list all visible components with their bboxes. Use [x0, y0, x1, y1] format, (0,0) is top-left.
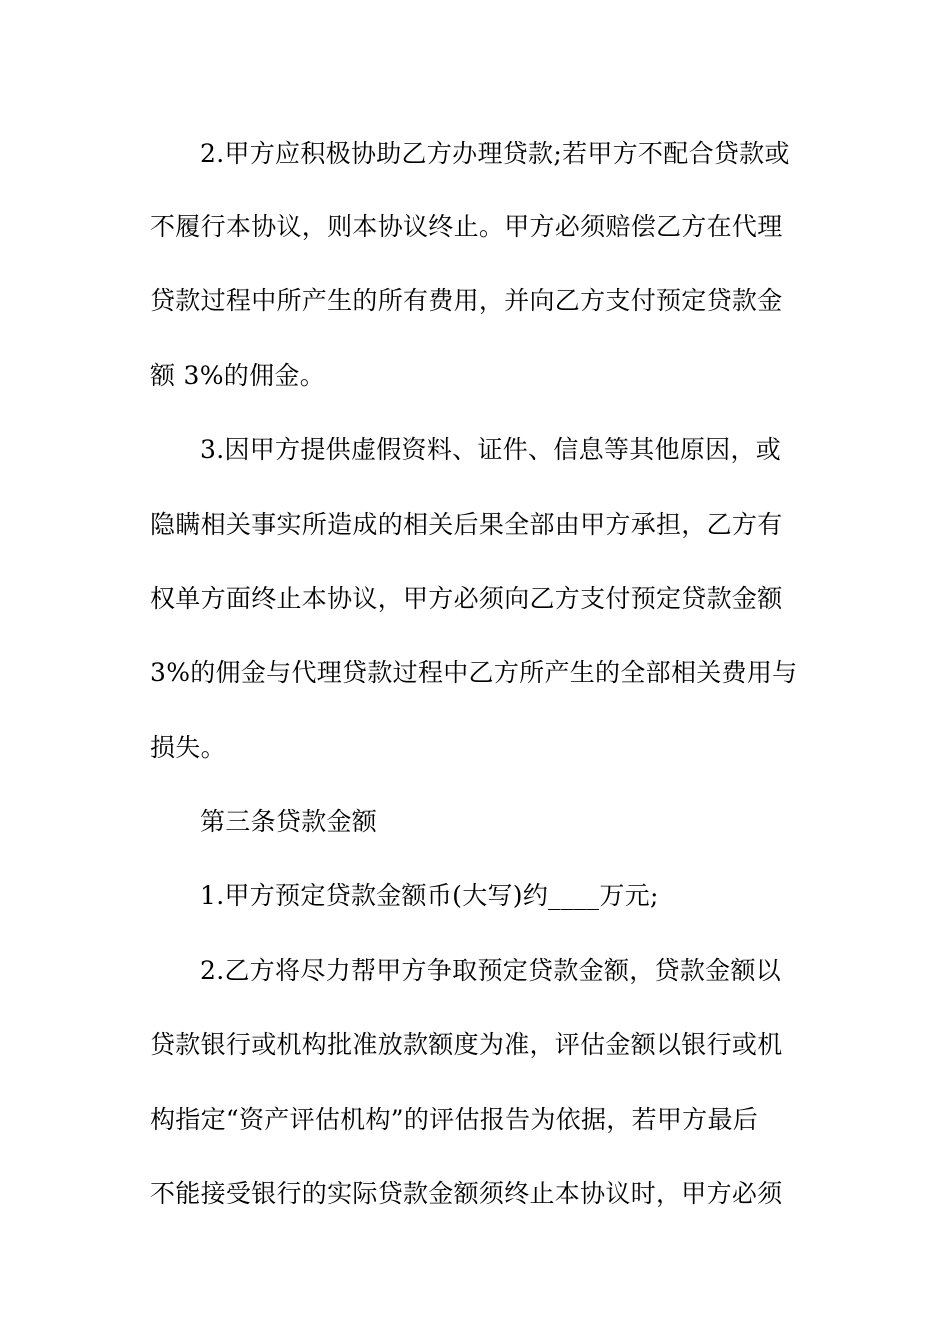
amount-clause-2-line-2: 贷款银行或机构批准放款额度为准，评估金额以银行或机 — [150, 1030, 783, 1059]
clause-2-line-4: 额 3%的佣金。 — [150, 361, 326, 390]
amount-clause-2-line-1: 2.乙方将尽力帮甲方争取预定贷款金额，贷款金额以 — [200, 956, 782, 985]
amount-clause-1: 1.甲方预定贷款金额币(大写)约____万元; — [200, 881, 659, 910]
clause-3-line-5: 损失。 — [150, 733, 226, 762]
clause-2-line-1: 2.甲方应积极协助乙方办理贷款;若甲方不配合贷款或 — [200, 139, 790, 168]
clause-2-line-3: 贷款过程中所产生的所有费用，并向乙方支付预定贷款金 — [150, 286, 783, 315]
amount-clause-2-line-4: 不能接受银行的实际贷款金额须终止本协议时，甲方必须 — [150, 1179, 783, 1208]
clause-2-line-2: 不履行本协议，则本协议终止。甲方必须赔偿乙方在代理 — [150, 212, 783, 241]
section-heading: 第三条贷款金额 — [200, 807, 378, 836]
clause-3-line-2: 隐瞒相关事实所造成的相关后果全部由甲方承担，乙方有 — [150, 510, 783, 539]
clause-3-line-4: 3%的佣金与代理贷款过程中乙方所产生的全部相关费用与 — [150, 658, 798, 687]
amount-clause-2-line-3: 构指定“资产评估机构”的评估报告为依据，若甲方最后 — [150, 1105, 759, 1134]
clause-3-line-3: 权单方面终止本协议，甲方必须向乙方支付预定贷款金额 — [150, 584, 783, 613]
clause-3-line-1: 3.因甲方提供虚假资料、证件、信息等其他原因，或 — [200, 435, 782, 464]
